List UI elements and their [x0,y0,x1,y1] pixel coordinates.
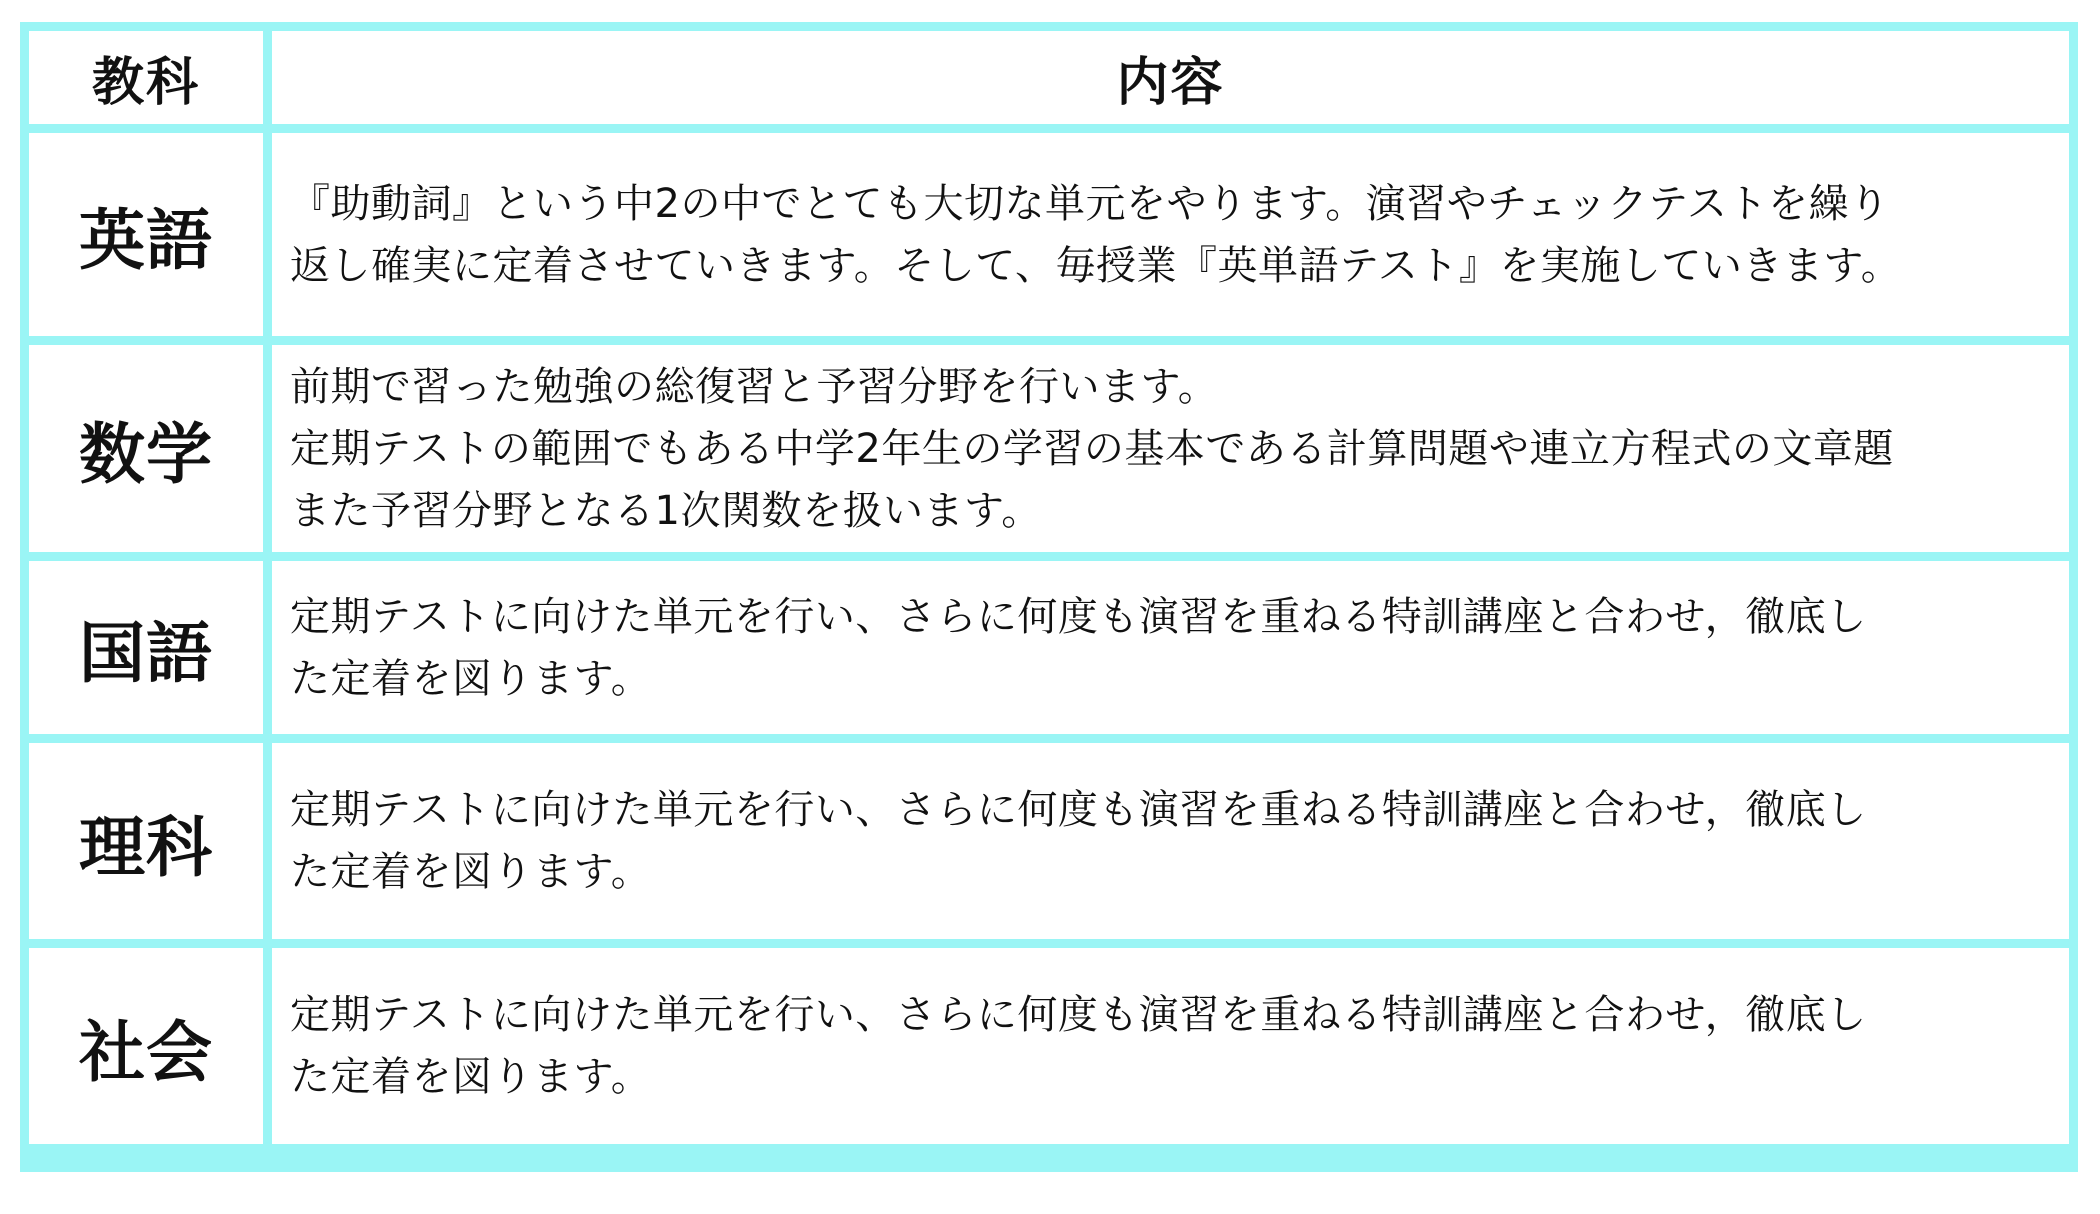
subject-label: 国語 [79,615,213,692]
content-cell-japanese [272,561,2069,734]
subject-cell-math [29,345,263,552]
subject-label: 社会 [79,1013,213,1091]
content-cell-math [272,345,2069,552]
subject-label: 英語 [79,202,213,279]
subject-cell-japanese [29,561,263,734]
subject-cell-social [29,948,263,1144]
content-text: 前期で習った勉強の総復習と予習分野を行います。 定期テストの範囲でもある中学2年生の学習の基本である計算問題や連立方程式の文章題 また予習分野となる1次関数を扱います。 [290,363,1894,534]
content-text: 定期テストに向けた単元を行い、さらに何度も演習を重ねる特訓講座と合わせ，徹底し た定着を図ります。 [290,787,1867,895]
subject-label: 理科 [79,808,213,886]
header-content [272,31,2069,124]
subject-cell-science [29,743,263,939]
header-content-label: 内容 [1116,53,1225,113]
subject-label: 数学 [79,416,213,493]
content-text: 『助動詞』という中2の中でとても大切な単元をやります。演習やチェックテストを繰り 返し確実に定着させていきます。そして、毎授業『英単語テスト』を実施していきます。 [290,180,1902,289]
subject-cell-english [29,133,263,336]
curriculum-table [20,22,2078,1172]
content-text: 定期テストに向けた単元を行い、さらに何度も演習を重ねる特訓講座と合わせ，徹底し た定着を図ります。 [290,593,1867,702]
content-cell-social [272,948,2069,1144]
header-subject-label: 教科 [91,53,200,113]
content-text: 定期テストに向けた単元を行い、さらに何度も演習を重ねる特訓講座と合わせ，徹底し た定着を図ります。 [290,992,1867,1100]
header-subject [29,31,263,124]
content-cell-science [272,743,2069,939]
content-cell-english [272,133,2069,336]
